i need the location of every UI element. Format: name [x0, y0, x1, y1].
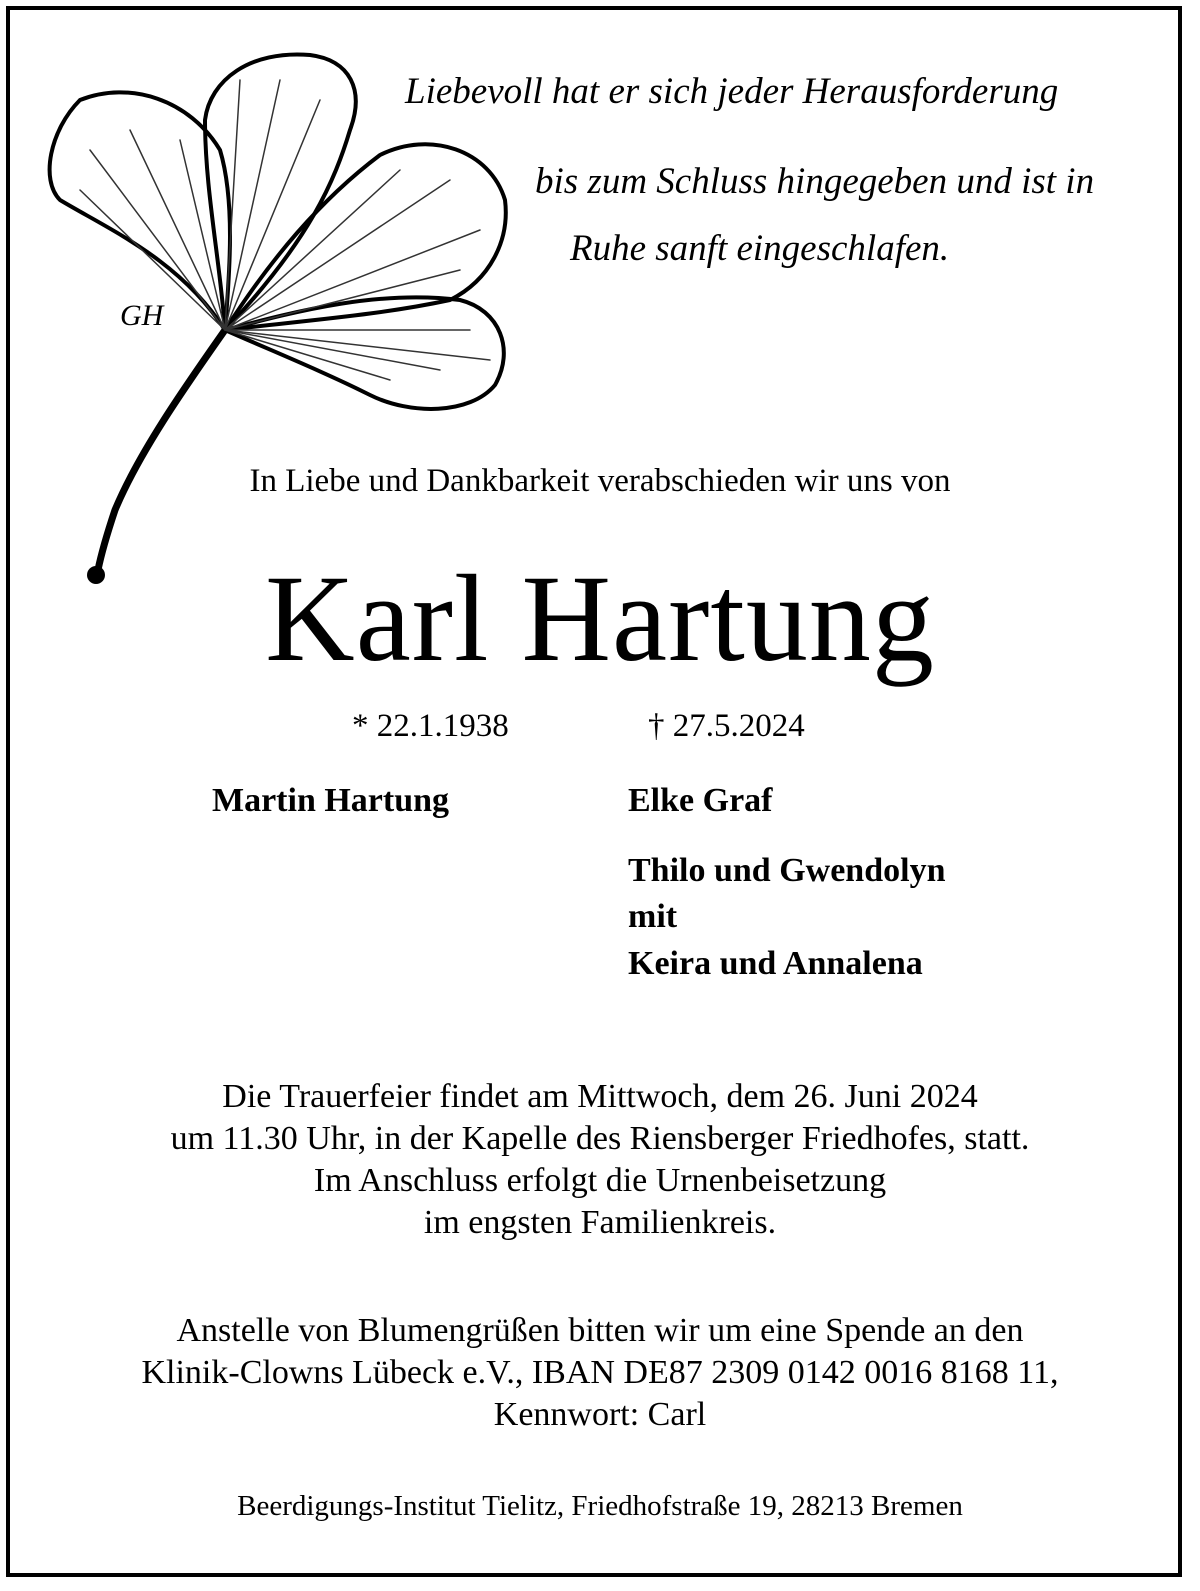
- mourner-right-4: Keira und Annalena: [628, 945, 923, 982]
- ginkgo-leaf-drawing-icon: [20, 40, 520, 600]
- service-info: [0, 1076, 1200, 1244]
- mourner-right-1: Elke Graf: [628, 782, 773, 819]
- birth-date: * 22.1.1938: [352, 708, 509, 744]
- donation-info: [0, 1310, 1200, 1436]
- donation-line: Kennwort: Carl: [493, 1396, 707, 1433]
- artist-signature: GH: [120, 299, 164, 332]
- mourner-left-1: Martin Hartung: [212, 782, 450, 819]
- funeral-home-footer: Beerdigungs-Institut Tielitz, Friedhofstraße 19, 28213 Bremen: [237, 1490, 963, 1522]
- deceased-name: Karl Hartung: [265, 550, 935, 687]
- donation-line: Anstelle von Blumengrüßen bitten wir um eine Spende an den: [176, 1312, 1024, 1349]
- service-line: im engsten Familienkreis.: [423, 1204, 777, 1241]
- service-line: um 11.30 Uhr, in der Kapelle des Riensberger Friedhofes, statt.: [170, 1120, 1030, 1157]
- intro-text: In Liebe und Dankbarkeit verabschieden wir uns von: [249, 463, 951, 499]
- quote-line-1: Liebevoll hat er sich jeder Herausforderung: [405, 71, 1059, 112]
- service-line: Die Trauerfeier findet am Mittwoch, dem 26. Juni 2024: [222, 1078, 978, 1115]
- mourner-right-3: mit: [628, 898, 678, 935]
- death-date: † 27.5.2024: [648, 708, 805, 744]
- quote-line-3: Ruhe sanft eingeschlafen.: [570, 228, 950, 269]
- service-line: Im Anschluss erfolgt die Urnenbeisetzung: [313, 1162, 887, 1199]
- mourner-right-2: Thilo und Gwendolyn: [628, 852, 946, 889]
- donation-line: Klinik-Clowns Lübeck e.V., IBAN DE87 2309 0142 0016 8168 11,: [141, 1354, 1059, 1391]
- quote-line-2: bis zum Schluss hingegeben und ist in: [535, 161, 1095, 202]
